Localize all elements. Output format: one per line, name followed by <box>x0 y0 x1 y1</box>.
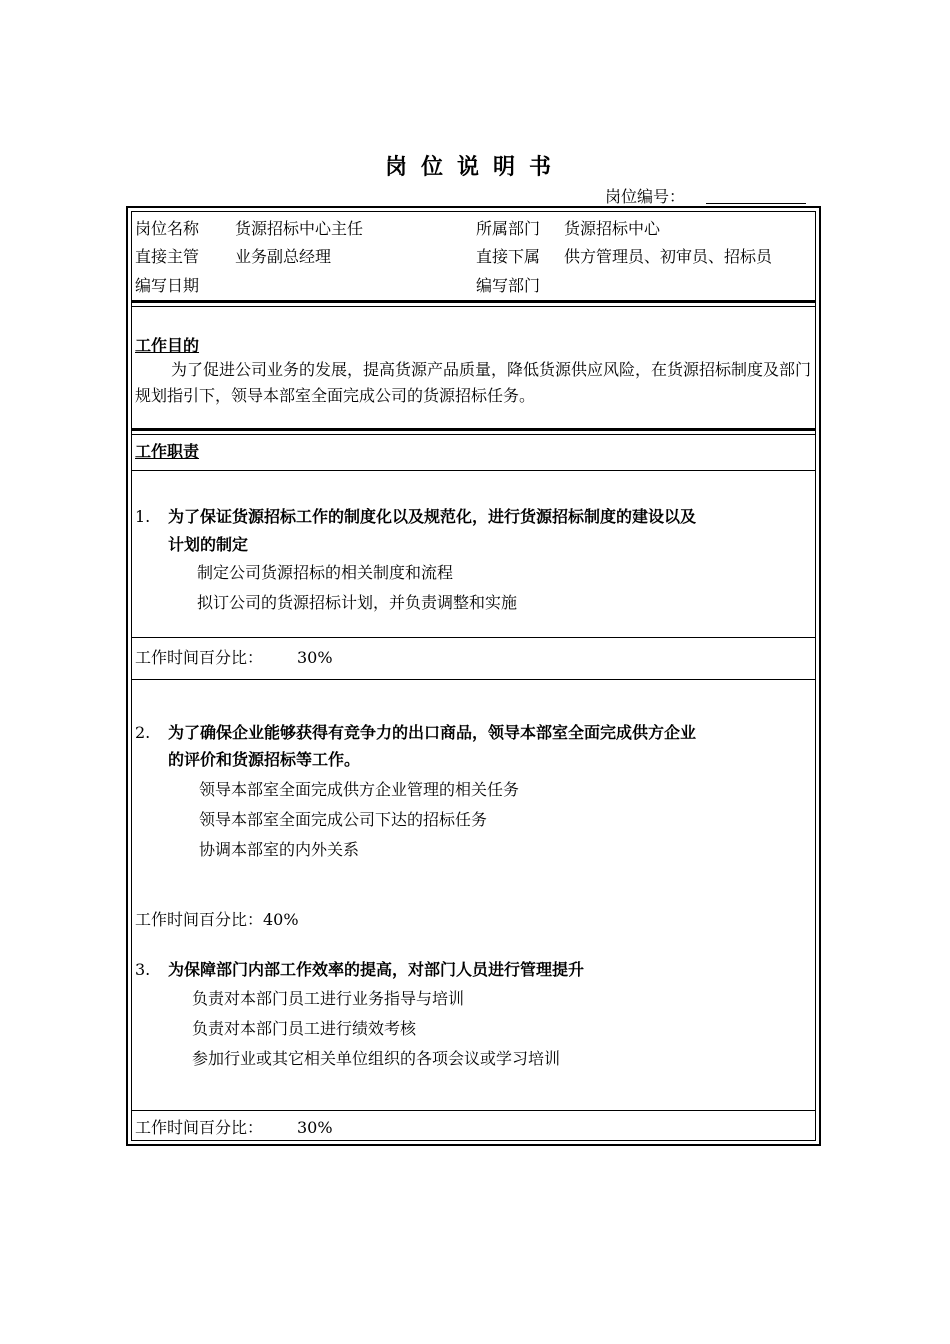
position-no-field[interactable] <box>706 203 806 204</box>
post-name-label: 岗位名称 <box>135 219 200 238</box>
duty-number: 3. <box>135 960 151 979</box>
time-label: 工作时间百分比： <box>135 648 264 667</box>
page-title: 岗位说明书 <box>384 155 565 180</box>
purpose-text: 为了促进公司业务的发展，提高货源产品质量，降低货源供应风险，在货源招标制度及部门规划指引下，领导本部室全面完成公司的货源招标任务。 <box>135 360 812 405</box>
department-label: 所属部门 <box>476 219 541 238</box>
writer-dept-label: 编写部门 <box>476 276 541 295</box>
post-name-value: 货源招标中心主任 <box>235 219 364 238</box>
divider <box>131 637 816 638</box>
divider <box>131 306 816 307</box>
subordinate-value: 供方管理员、初审员、招标员 <box>564 247 773 266</box>
subordinate-label: 直接下属 <box>476 247 541 266</box>
duty-title: 为了保证货源招标工作的制度化以及规范化，进行货源招标制度的建设以及 <box>168 507 697 526</box>
divider <box>131 300 816 303</box>
duty-number: 2. <box>135 723 151 742</box>
divider <box>131 679 816 680</box>
duty-task: 制定公司货源招标的相关制度和流程 <box>197 563 454 582</box>
divider <box>131 470 816 471</box>
duty-title-cont: 的评价和货源招标等工作。 <box>168 750 361 769</box>
duties-heading: 工作职责 <box>135 442 200 461</box>
position-no-label: 岗位编号： <box>605 187 686 206</box>
duty-task: 负责对本部门员工进行绩效考核 <box>192 1019 417 1038</box>
time-value: 30% <box>297 648 333 667</box>
date-label: 编写日期 <box>135 276 200 295</box>
duty-number: 1. <box>135 507 151 526</box>
divider <box>131 1110 816 1111</box>
divider <box>131 428 816 431</box>
supervisor-value: 业务副总经理 <box>235 247 332 266</box>
duty-task: 协调本部室的内外关系 <box>199 840 360 859</box>
divider <box>131 434 816 435</box>
department-value: 货源招标中心 <box>564 219 661 238</box>
duty-task: 拟订公司的货源招标计划，并负责调整和实施 <box>197 593 518 612</box>
duty-title-cont: 计划的制定 <box>168 535 249 554</box>
duty-task: 领导本部室全面完成供方企业管理的相关任务 <box>199 780 520 799</box>
supervisor-label: 直接主管 <box>135 247 200 266</box>
duty-task: 参加行业或其它相关单位组织的各项会议或学习培训 <box>192 1049 561 1068</box>
duty-title: 为保障部门内部工作效率的提高，对部门人员进行管理提升 <box>168 960 585 979</box>
purpose-heading: 工作目的 <box>135 336 200 355</box>
time-value: 30% <box>297 1118 333 1137</box>
duty-task: 负责对本部门员工进行业务指导与培训 <box>192 989 465 1008</box>
time-value: 40% <box>263 910 299 929</box>
duty-title: 为了确保企业能够获得有竞争力的出口商品，领导本部室全面完成供方企业 <box>168 723 697 742</box>
time-label: 工作时间百分比： <box>135 910 264 929</box>
duty-task: 领导本部室全面完成公司下达的招标任务 <box>199 810 488 829</box>
time-label: 工作时间百分比： <box>135 1118 264 1137</box>
